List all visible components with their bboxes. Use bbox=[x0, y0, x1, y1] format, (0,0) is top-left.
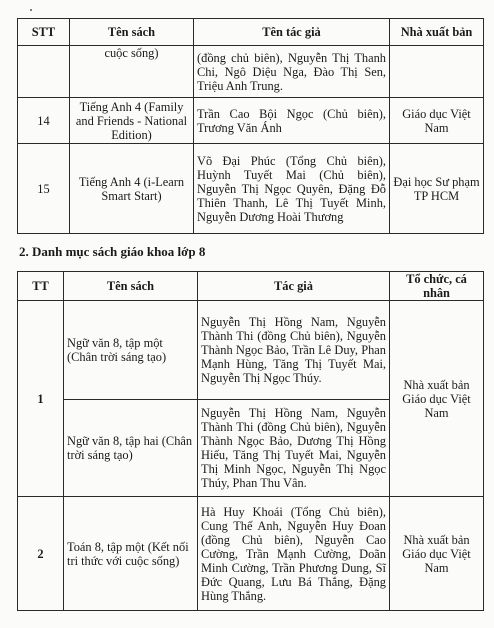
table-row bbox=[18, 497, 484, 611]
stt-cell: 15 bbox=[18, 144, 70, 234]
scan-speck bbox=[30, 9, 32, 11]
header-book-title: Tên sách bbox=[64, 272, 198, 301]
book-title-cell: Tiếng Anh 4 (i-Learn Smart Start) bbox=[70, 144, 194, 234]
author-cell: Nguyễn Thị Hồng Nam, Nguyễn Thành Thi (đồng Chủ biên), Nguyễn Thành Ngọc Bảo, Trần Lê Duy, Phan Mạnh Hùng, Tăng Thị Tuyết Mai, Nguyễn Thị Ngọc Thúy. bbox=[198, 301, 390, 400]
author-cell: Hà Huy Khoái (Tổng Chủ biên), Cung Thế Anh, Nguyễn Huy Đoan (đồng Chủ biên), Nguyễn Cao Cường, Trần Mạnh Cường, Doãn Minh Cường, Trần Phương Dung, Sĩ Đức Quang, Lưu Bá Thắng, Đặng Hùng Thắng. bbox=[198, 497, 390, 611]
header-book-title: Tên sách bbox=[70, 19, 194, 46]
book-title-cell: cuộc sống) bbox=[70, 46, 194, 98]
author-cell: Nguyễn Thị Hồng Nam, Nguyễn Thành Thi (đồng Chủ biên), Nguyễn Thành Ngọc Bảo, Dương Thị Hồng Hiếu, Tăng Thị Tuyết Mai, Nguyễn Thị Minh Ngọc, Nguyễn Thị Ngọc Thúy, Phan Thu Vân. bbox=[198, 400, 390, 497]
tt-cell: 2 bbox=[18, 497, 64, 611]
header-stt: STT bbox=[18, 19, 70, 46]
header-tt: TT bbox=[18, 272, 64, 301]
tt-cell: 1 bbox=[18, 301, 64, 497]
author-cell: (đồng chủ biên), Nguyễn Thị Thanh Chi, Ngô Diệu Nga, Đào Thị Sen, Triệu Anh Trung. bbox=[194, 46, 390, 98]
header-author: Tên tác giả bbox=[194, 19, 390, 46]
organization-cell: Nhà xuất bản Giáo dục Việt Nam bbox=[390, 301, 484, 497]
stt-cell bbox=[18, 46, 70, 98]
author-cell: Trần Cao Bội Ngọc (Chủ biên), Trương Văn Ánh bbox=[194, 98, 390, 144]
book-title-cell: Tiếng Anh 4 (Family and Friends - National Edition) bbox=[70, 98, 194, 144]
publisher-cell: Giáo dục Việt Nam bbox=[390, 98, 484, 144]
book-title-cell: Ngữ văn 8, tập một (Chân trời sáng tạo) bbox=[64, 301, 198, 400]
publisher-cell bbox=[390, 46, 484, 98]
table-row bbox=[18, 301, 484, 400]
publisher-cell: Đại học Sư phạm TP HCM bbox=[390, 144, 484, 234]
header-publisher: Nhà xuất bản bbox=[390, 19, 484, 46]
table-row bbox=[18, 144, 484, 234]
header-author: Tác giả bbox=[198, 272, 390, 301]
table-header-row bbox=[18, 19, 484, 46]
header-organization: Tổ chức, cá nhân bbox=[390, 272, 484, 301]
table-row bbox=[18, 98, 484, 144]
stt-cell: 14 bbox=[18, 98, 70, 144]
book-title-cell: Ngữ văn 8, tập hai (Chân trời sáng tạo) bbox=[64, 400, 198, 497]
textbook-table-grade-8 bbox=[17, 271, 484, 611]
table-header-row bbox=[18, 272, 484, 301]
author-cell: Võ Đại Phúc (Tổng Chủ biên), Huỳnh Tuyết Mai (Chủ biên), Nguyễn Thị Ngọc Quyên, Đặng Đỗ Thiên Thanh, Lê Thị Tuyết Minh, Nguyễn Dương Hoài Thương bbox=[194, 144, 390, 234]
book-title-cell: Toán 8, tập một (Kết nối tri thức với cuộc sống) bbox=[64, 497, 198, 611]
section-heading: 2. Danh mục sách giáo khoa lớp 8 bbox=[19, 244, 206, 259]
organization-cell: Nhà xuất bản Giáo dục Việt Nam bbox=[390, 497, 484, 611]
table-row bbox=[18, 46, 484, 98]
textbook-table-grade-4 bbox=[17, 18, 484, 234]
